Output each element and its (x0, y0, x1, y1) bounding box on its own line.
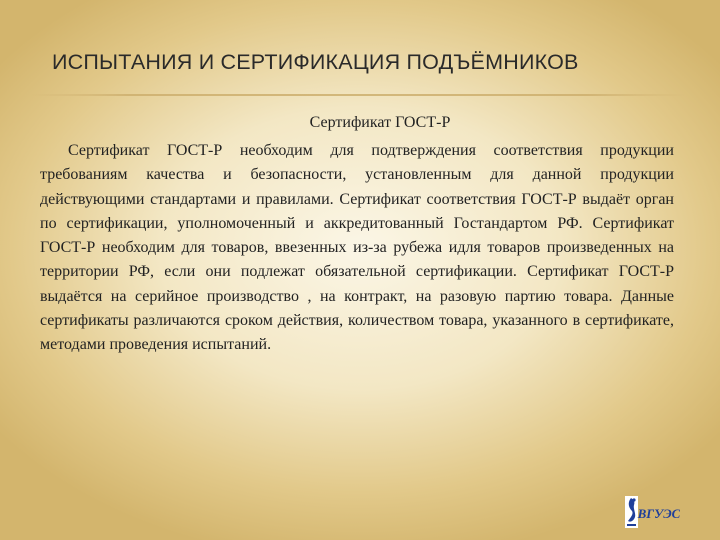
university-emblem-icon (624, 494, 680, 530)
university-logo (624, 494, 680, 530)
slide-body-text: Сертификат ГОСТ-Р необходим для подтверждения соответствия продукции требованиям качества и безопасности, установленным для данной продукции действующими стандартами и правилами. Сертификат соответствия ГОСТ-Р выдаёт орган по сертификации, уполномоченный и аккредитованный Гостандартом РФ. Сертификат ГОСТ-Р необходим для товаров, ввезенных из-за рубежа идля товаров произведенных на территории РФ, если они подлежат обязательной сертификации. Сертификат ГОСТ-Р выдаётся на серийное производство , на контракт, на разовую партию товара. Данные сертификаты различаются сроком действия, количеством товара, указанного в сертификате, методами проведения испытаний. (40, 142, 674, 354)
logo-text: ВГУЭС (637, 506, 680, 521)
title-divider (30, 94, 685, 96)
slide-title: ИСПЫТАНИЯ И СЕРТИФИКАЦИЯ ПОДЪЁМНИКОВ (52, 50, 579, 74)
slide-subtitle: Сертификат ГОСТ-Р (309, 114, 451, 131)
